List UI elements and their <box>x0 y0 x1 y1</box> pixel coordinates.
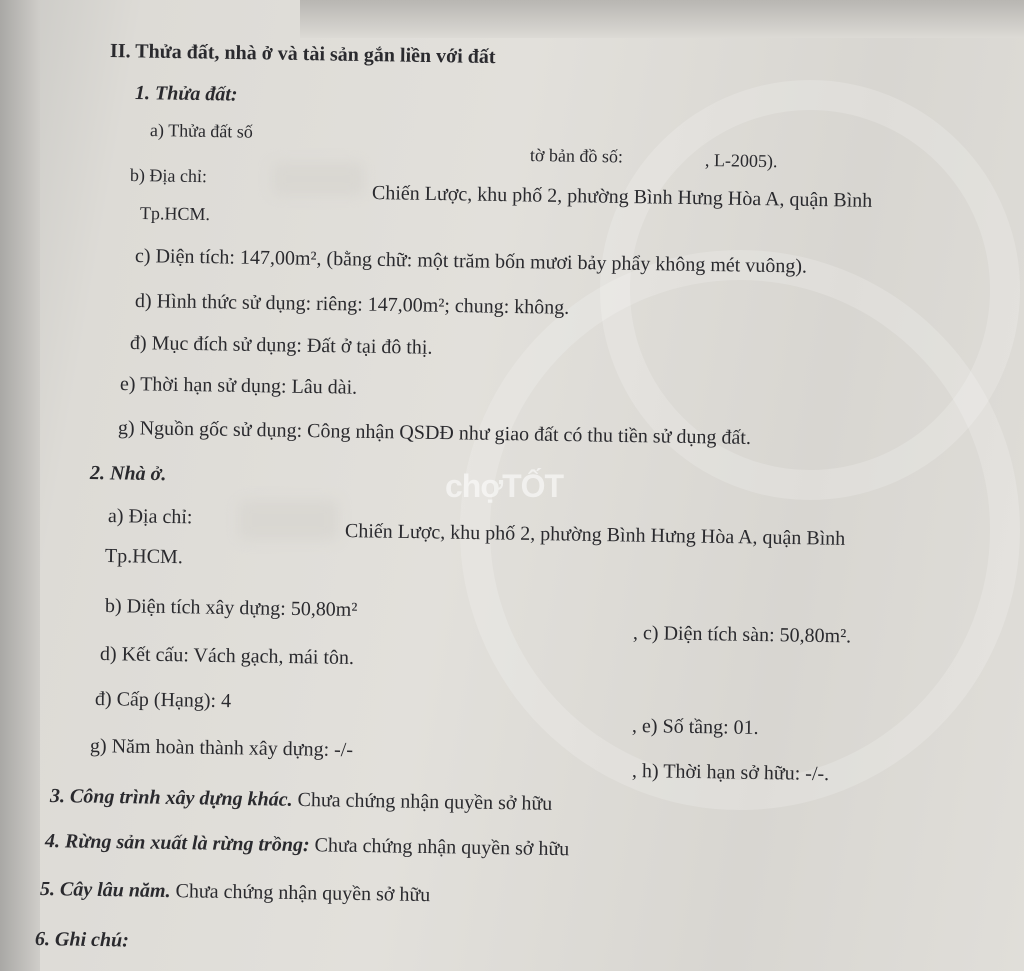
map-sheet-ref: , L-2005). <box>704 150 778 172</box>
land-area: c) Diện tích: 147,00m², (bằng chữ: một trăm bốn mươi bảy phẩy không mét vuông). <box>134 245 808 278</box>
watermark-logo: chợTỐT <box>445 468 564 504</box>
item-value: Chưa chứng nhận quyền sở hữu <box>175 880 431 907</box>
land-origin: g) Nguồn gốc sử dụng: Công nhận QSDĐ như giao đất có thu tiền sử dụng đất. <box>117 417 752 449</box>
house-structure: d) Kết cấu: Vách gạch, mái tôn. <box>99 643 355 669</box>
other-construction <box>50 785 553 816</box>
notes-label: 6. Ghi chú: <box>34 928 130 952</box>
house-build-area: b) Diện tích xây dựng: 50,80m² <box>104 595 358 621</box>
land-address: Chiến Lược, khu phố 2, phường Bình Hưng Hòa A, quận Bình <box>371 182 873 212</box>
photo-edge <box>0 0 40 971</box>
land-usage-form: d) Hình thức sử dụng: riêng: 147,00m²; chung: không. <box>134 290 570 319</box>
house-completion-year: g) Năm hoàn thành xây dựng: -/- <box>89 735 354 762</box>
redacted-blur <box>238 500 338 540</box>
paper-top-shadow <box>300 0 1024 38</box>
house-floors: , e) Số tầng: 01. <box>631 715 759 739</box>
house-ownership-term: , h) Thời hạn sở hữu: -/-. <box>631 760 830 786</box>
item-value: Chưa chứng nhận quyền sở hữu <box>314 834 570 861</box>
house-address-label: a) Địa chỉ: <box>107 505 193 529</box>
item-label: 5. Cây lâu năm. <box>39 878 171 903</box>
land-purpose: đ) Mục đích sử dụng: Đất ở tại đô thị. <box>129 332 433 359</box>
house-floor-area: , c) Diện tích sàn: 50,80m². <box>632 622 852 648</box>
redacted-blur <box>272 162 364 196</box>
item-value: Chưa chứng nhận quyền sở hữu <box>297 788 553 815</box>
land-term: e) Thời hạn sử dụng: Lâu dài. <box>119 373 358 399</box>
house-heading: 2. Nhà ở. <box>89 462 167 486</box>
item-label: 4. Rừng sản xuất là rừng trồng: <box>44 830 310 857</box>
land-city: Tp.HCM. <box>139 203 211 225</box>
map-sheet-label: tờ bản đồ số: <box>529 145 624 167</box>
house-grade: đ) Cấp (Hạng): 4 <box>94 688 232 713</box>
land-address-label: b) Địa chỉ: <box>129 165 208 187</box>
production-forest <box>45 830 570 861</box>
item-label: 3. Công trình xây dựng khác. <box>49 785 293 811</box>
land-parcel-number: a) Thửa đất số <box>149 120 254 142</box>
house-city: Tp.HCM. <box>104 545 183 569</box>
land-heading: 1. Thửa đất: <box>134 82 238 106</box>
section-title: II. Thửa đất, nhà ở và tài sản gắn liền với đất <box>109 40 496 69</box>
house-address: Chiến Lược, khu phố 2, phường Bình Hưng Hòa A, quận Bình <box>344 520 846 550</box>
perennial-trees <box>40 878 431 907</box>
